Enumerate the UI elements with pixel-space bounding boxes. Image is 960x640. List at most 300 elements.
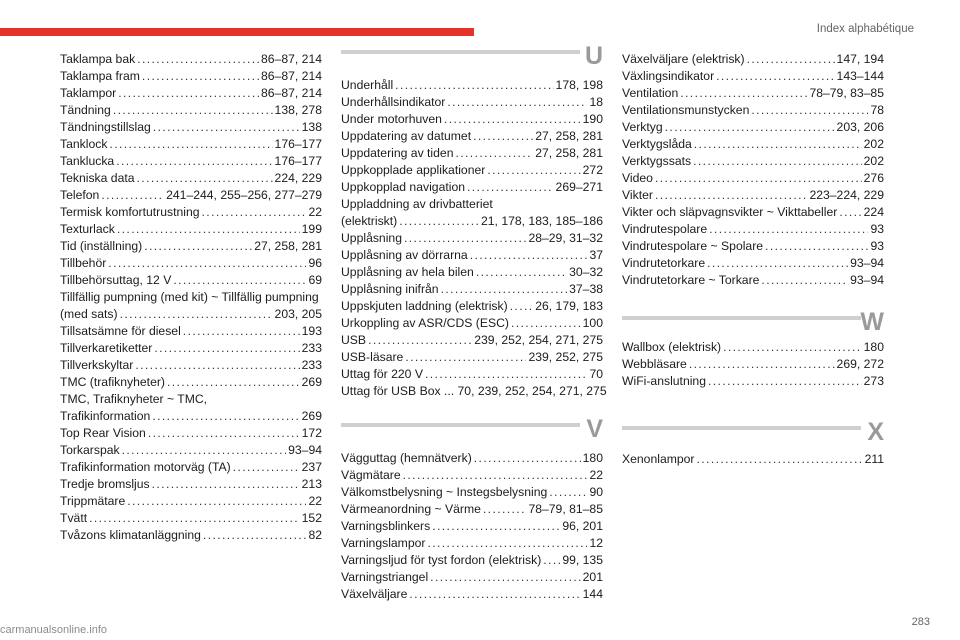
index-entry-term: Välkomstbelysning ~ Instegsbelysning [341, 485, 548, 499]
index-entry [341, 128, 603, 145]
index-entry-term: Trippmätare [60, 494, 126, 508]
index-entry [60, 340, 322, 357]
leader-dots [723, 339, 862, 356]
leader-dots [152, 408, 299, 425]
index-entry-pages: 70 [589, 367, 603, 381]
index-entry-term: Tillbehör [60, 256, 107, 270]
leader-dots [173, 272, 306, 289]
index-entry-term: Trafikinformation [60, 409, 151, 423]
leader-dots [142, 68, 259, 85]
index-entry-pages: 96, 201 [562, 519, 603, 533]
index-entry-term: Tanklucka [60, 154, 115, 168]
leader-dots [549, 484, 587, 501]
index-entry-term: Telefon [60, 188, 100, 202]
page-header-title: Index alphabétique [816, 23, 914, 35]
leader-dots [233, 459, 300, 476]
index-entry [60, 136, 322, 153]
index-entry-term: Taklampor [60, 86, 117, 100]
leader-dots [183, 323, 300, 340]
section-letter: W [860, 308, 884, 336]
index-entry-term: Tredje bromsljus [60, 477, 150, 491]
index-entry-pages: 18 [589, 95, 603, 109]
index-entry-pages: 273 [863, 374, 884, 388]
index-entry-term: (elektriskt) [341, 214, 398, 228]
index-entry [60, 68, 322, 85]
index-entry-pages: 96 [308, 256, 322, 270]
leader-dots [127, 493, 306, 510]
index-entry-term: Tillverkskyltar [60, 358, 134, 372]
leader-dots: ... [440, 384, 458, 398]
leader-dots [144, 238, 252, 255]
leader-dots [716, 68, 834, 85]
leader-dots [167, 374, 300, 391]
index-entry [60, 272, 322, 289]
leader-dots [483, 501, 527, 518]
index-entry-term: Uppkopplade applikationer [341, 163, 486, 177]
leader-dots [148, 425, 300, 442]
index-entry-pages: 276 [863, 171, 884, 185]
index-entry-pages: 241–244, 255–256, 277–279 [166, 188, 322, 202]
index-entry-pages: 27, 258, 281 [254, 239, 322, 253]
index-entry-pages: 147, 194 [836, 52, 884, 66]
index-entry [622, 187, 884, 204]
leader-dots [709, 221, 868, 238]
index-entry [60, 119, 322, 136]
index-entry [60, 476, 322, 493]
index-entry-pages: 239, 252, 254, 271, 275 [474, 333, 603, 347]
leader-dots [543, 552, 560, 569]
index-entry-pages: 12 [589, 536, 603, 550]
index-entry [60, 102, 322, 119]
leader-dots [120, 306, 273, 323]
index-entry [60, 374, 322, 391]
index-entry-term: Ventilationsmunstycken [622, 103, 750, 117]
index-entry [341, 450, 603, 467]
index-entry-term: Uppdatering av tiden [341, 146, 454, 160]
index-entry [341, 162, 603, 179]
index-entry-pages: 138 [301, 120, 322, 134]
leader-dots [708, 373, 862, 390]
header-accent-bar [0, 28, 474, 36]
leader-dots [476, 264, 567, 281]
index-entry-term: TMC (trafiknyheter) [60, 375, 165, 389]
index-entry-term: Uttag för 220 V [341, 367, 423, 381]
index-entry-term: Upplåsning av dörrarna [341, 248, 468, 262]
index-entry-pages: 78–79, 83–85 [809, 86, 884, 100]
index-entry-pages: 193 [301, 324, 322, 338]
index-entry [341, 552, 603, 569]
leader-dots [202, 204, 307, 221]
index-entry-pages: 144 [582, 587, 603, 601]
index-entry-term: Termisk komfortutrustning [60, 205, 200, 219]
leader-dots [432, 518, 560, 535]
leader-dots [153, 119, 300, 136]
index-entry-pages: 100 [582, 316, 603, 330]
leader-dots [395, 77, 553, 94]
index-entry-term: WiFi-anslutning [622, 374, 706, 388]
index-entry-pages: 203, 206 [836, 120, 884, 134]
page-number: 283 [911, 616, 930, 628]
index-entry [622, 238, 884, 255]
index-entry-term: Vägguttag (hemnätverk) [341, 451, 472, 465]
leader-dots [154, 340, 299, 357]
index-entry [341, 518, 603, 535]
index-entry-term: Video [622, 171, 653, 185]
section-rule [622, 316, 861, 320]
index-entry-pages: 27, 258, 281 [535, 146, 603, 160]
index-entry [60, 527, 322, 544]
index-entry-term: Upplåsning av hela bilen [341, 265, 474, 279]
index-entry-term: Taklampa bak [60, 52, 136, 66]
index-entry-term: Vägmätare [341, 468, 401, 482]
index-entry-pages: 143–144 [836, 69, 884, 83]
index-entry-term: Urkoppling av ASR/CDS (ESC) [341, 316, 509, 330]
index-entry-pages: 201 [582, 570, 603, 584]
index-entry-pages: 269 [301, 409, 322, 423]
index-entry [341, 501, 603, 518]
index-entry [622, 119, 884, 136]
index-entry-term: Tändning [60, 103, 111, 117]
index-entry [60, 51, 322, 68]
index-entry-pages: 78–79, 81–85 [528, 502, 603, 516]
index-entry-term: Underhållsindikator [341, 95, 446, 109]
index-entry-pages: 93–94 [288, 443, 322, 457]
index-entry-pages: 93–94 [850, 273, 884, 287]
leader-dots [368, 332, 472, 349]
index-entry [341, 94, 603, 111]
leader-dots [108, 255, 306, 272]
index-entry [341, 366, 603, 383]
leader-dots [101, 187, 164, 204]
index-entry-term: Uppdatering av datumet [341, 129, 472, 143]
index-entry-pages: 138, 278 [274, 103, 322, 117]
index-entry [60, 493, 322, 510]
index-entry [341, 349, 603, 366]
index-entry-term: Tid (inställning) [60, 239, 143, 253]
index-entry [341, 535, 603, 552]
leader-dots [839, 204, 861, 221]
index-entry [341, 281, 603, 298]
index-entry-pages: 269 [301, 375, 322, 389]
index-entry-term: Wallbox (elektrisk) [622, 340, 722, 354]
leader-dots [109, 136, 272, 153]
index-entry [622, 204, 884, 221]
index-entry-term: Tillbehörsuttag, 12 V [60, 273, 172, 287]
index-entry [622, 170, 884, 187]
index-entry-term: Vikter [622, 188, 653, 202]
index-entry [60, 187, 322, 204]
leader-dots [409, 586, 580, 603]
index-entry-pages: 203, 205 [274, 307, 322, 321]
index-entry-pages: 233 [301, 341, 322, 355]
index-entry [341, 569, 603, 586]
index-entry-term: Tillverkaretiketter [60, 341, 153, 355]
index-entry-pages: 86–87, 214 [261, 69, 322, 83]
index-entry-term: Vindrutetorkare ~ Torkare [622, 273, 760, 287]
leader-dots [487, 162, 580, 179]
index-entry-pages: 37–38 [569, 282, 603, 296]
index-entry-term: Upplåsning [341, 231, 402, 245]
section-letter: X [867, 418, 884, 446]
index-entry-pages: 99, 135 [562, 553, 603, 567]
index-entry-term-line: TMC, Trafiknyheter ~ TMC, [60, 392, 208, 406]
index-entry-pages: 239, 252, 275 [528, 350, 603, 364]
leader-dots [403, 467, 588, 484]
leader-dots [761, 272, 848, 289]
section-rule [622, 426, 861, 430]
leader-dots [135, 357, 299, 374]
index-entry-term: Värmeanordning ~ Värme [341, 502, 481, 516]
index-entry-pages: 190 [582, 112, 603, 126]
index-entry [341, 298, 603, 315]
index-entry [622, 272, 884, 289]
section-rule [341, 50, 580, 54]
index-entry [622, 221, 884, 238]
leader-dots [665, 119, 835, 136]
index-entry-term: Uttag för USB Box [341, 384, 441, 398]
index-entry-pages: 172 [301, 426, 322, 440]
leader-dots [680, 85, 807, 102]
index-entry [60, 442, 322, 459]
index-entry-pages: 176–177 [274, 154, 322, 168]
index-entry [60, 221, 322, 238]
index-entry [60, 357, 322, 374]
index-entry-pages: 180 [582, 451, 603, 465]
leader-dots [689, 356, 835, 373]
index-entry-pages: 272 [582, 163, 603, 177]
index-entry [341, 247, 603, 264]
index-entry [341, 484, 603, 501]
index-entry-term: Tillsatsämne för diesel [60, 324, 181, 338]
index-entry [60, 170, 322, 187]
leader-dots [137, 170, 273, 187]
index-entry [622, 153, 884, 170]
index-entry-term: Tvätt [60, 511, 88, 525]
index-entry-pages: 22 [308, 494, 322, 508]
leader-dots [425, 366, 587, 383]
index-entry-pages: 211 [864, 452, 884, 466]
index-entry [622, 85, 884, 102]
index-entry-pages: 93 [870, 239, 884, 253]
leader-dots [399, 213, 479, 230]
leader-dots [467, 179, 554, 196]
leader-dots [122, 442, 287, 459]
index-entry [60, 85, 322, 102]
index-entry [60, 391, 322, 425]
index-entry-pages: 30–32 [569, 265, 603, 279]
index-entry-term: Växelväljare (elektrisk) [622, 52, 745, 66]
index-entry-pages: 93 [870, 222, 884, 236]
index-entry-term: Varningslampor [341, 536, 426, 550]
index-entry-pages: 152 [301, 511, 322, 525]
index-entry [60, 459, 322, 476]
index-entry-pages: 70, 239, 252, 254, 271, 275 [457, 384, 607, 398]
index-entry-term: Tekniska data [60, 171, 135, 185]
index-entry-term: Växlingsindikator [622, 69, 715, 83]
leader-dots [511, 315, 581, 332]
leader-dots [751, 102, 868, 119]
index-entry-pages: 213 [301, 477, 322, 491]
index-entry-pages: 78 [870, 103, 884, 117]
leader-dots [707, 255, 848, 272]
index-entry [341, 179, 603, 196]
index-entry [622, 102, 884, 119]
index-entry-pages: 237 [301, 460, 322, 474]
index-entry-pages: 224, 229 [274, 171, 322, 185]
section-rule [341, 423, 580, 427]
index-entry-pages: 202 [863, 154, 884, 168]
index-entry-term: Texturlack [60, 222, 115, 236]
section-letter: U [584, 42, 603, 70]
index-entry-term: Varningsblinkers [341, 519, 431, 533]
index-entry-term: Underhåll [341, 78, 394, 92]
index-entry-pages: 269, 272 [836, 357, 884, 371]
index-entry-term: Upplåsning inifrån [341, 282, 439, 296]
index-entry-pages: 28–29, 31–32 [528, 231, 603, 245]
index-entry-pages: 86–87, 214 [261, 86, 322, 100]
leader-dots [470, 247, 588, 264]
index-entry [622, 451, 884, 468]
index-entry [60, 255, 322, 272]
index-entry-pages: 269–271 [555, 180, 603, 194]
index-entry-term: Tändningstillslag [60, 120, 151, 134]
index-entry-term: Vindrutespolare ~ Spolare [622, 239, 764, 253]
leader-dots [510, 298, 534, 315]
leader-dots [455, 145, 533, 162]
index-entry [622, 51, 884, 68]
leader-dots [404, 230, 526, 247]
index-entry-pages: 69 [308, 273, 322, 287]
leader-dots [405, 349, 526, 366]
index-entry [60, 289, 322, 323]
index-entry-term: Varningstriangel [341, 570, 429, 584]
index-entry [341, 467, 603, 484]
leader-dots [118, 85, 259, 102]
index-entry [341, 586, 603, 603]
index-entry-term: USB [341, 333, 367, 347]
index-entry-pages: 93–94 [850, 256, 884, 270]
index-entry [60, 323, 322, 340]
index-entry-term: Verktygslåda [622, 137, 692, 151]
index-entry [622, 356, 884, 373]
index-entry [622, 339, 884, 356]
index-entry-term: Vikter och släpvagnsvikter ~ Vikttabeller [622, 205, 838, 219]
index-entry-term: Verktygssats [622, 154, 692, 168]
index-entry-term: Varningsljud för tyst fordon (elektrisk) [341, 553, 542, 567]
index-entry [60, 204, 322, 221]
index-entry-term: USB-läsare [341, 350, 404, 364]
index-entry-pages: 90 [589, 485, 603, 499]
leader-dots [655, 170, 862, 187]
leader-dots [113, 102, 273, 119]
leader-dots [137, 51, 259, 68]
leader-dots [430, 569, 580, 586]
index-entry-pages: 178, 198 [555, 78, 603, 92]
index-entry-term: Tvåzons klimatanläggning [60, 528, 201, 542]
leader-dots [441, 281, 568, 298]
index-entry-term: Under motorhuven [341, 112, 442, 126]
index-entry-pages: 27, 258, 281 [535, 129, 603, 143]
index-entry-term: Växelväljare [341, 587, 408, 601]
index-entry-term: Webbläsare [622, 357, 687, 371]
index-entry-pages: 86–87, 214 [261, 52, 322, 66]
index-entry-pages: 224 [863, 205, 884, 219]
index-entry [622, 255, 884, 272]
leader-dots [655, 187, 808, 204]
leader-dots [427, 535, 587, 552]
index-entry-pages: 176–177 [274, 137, 322, 151]
index-entry-pages: 21, 178, 183, 185–186 [481, 214, 603, 228]
index-entry [60, 238, 322, 255]
leader-dots [693, 153, 862, 170]
index-entry [341, 332, 603, 349]
leader-dots [697, 451, 863, 468]
leader-dots [152, 476, 300, 493]
leader-dots [89, 510, 300, 527]
index-entry [341, 230, 603, 247]
index-entry-term-line: Tillfällig pumpning (med kit) ~ Tillfällig pumpning [60, 290, 319, 304]
index-entry-pages: 22 [589, 468, 603, 482]
index-entry-term: Uppkopplad navigation [341, 180, 465, 194]
index-entry-term: (med sats) [60, 307, 118, 321]
index-entry-term: Vindrutespolare [622, 222, 708, 236]
index-entry [341, 145, 603, 162]
leader-dots [694, 136, 862, 153]
index-entry-pages: 199 [301, 222, 322, 236]
index-entry-term: Xenonlampor [622, 452, 695, 466]
index-entry-term: Verktyg [622, 120, 663, 134]
index-entry [622, 68, 884, 85]
index-entry [60, 425, 322, 442]
index-entry-term: Torkarspak [60, 443, 120, 457]
index-entry-pages: 233 [301, 358, 322, 372]
index-entry-pages: 22 [308, 205, 322, 219]
index-entry [341, 264, 603, 281]
index-entry-pages: 202 [863, 137, 884, 151]
index-entry [341, 111, 603, 128]
index-entry [60, 510, 322, 527]
index-entry [60, 153, 322, 170]
leader-dots [444, 111, 581, 128]
index-entry-pages: 26, 179, 183 [535, 299, 603, 313]
index-entry [341, 315, 603, 332]
index-entry-pages: 180 [863, 340, 884, 354]
index-entry-term: Uppskjuten laddning (elektrisk) [341, 299, 508, 313]
leader-dots [473, 128, 533, 145]
index-entry-term: Taklampa fram [60, 69, 140, 83]
leader-dots [117, 221, 300, 238]
index-entry [341, 383, 607, 400]
index-entry [341, 196, 603, 230]
leader-dots [474, 450, 581, 467]
index-entry-pages: 82 [308, 528, 322, 542]
index-entry-term: Top Rear Vision [60, 426, 146, 440]
index-entry [341, 77, 603, 94]
index-entry [622, 373, 884, 390]
leader-dots [447, 94, 587, 111]
index-entry-term-line: Uppladdning av drivbatteriet [341, 197, 493, 211]
index-entry-term: Vindrutetorkare [622, 256, 706, 270]
index-entry-term: Trafikinformation motorväg (TA) [60, 460, 231, 474]
leader-dots [203, 527, 307, 544]
section-letter: V [586, 415, 603, 443]
footer-watermark: carmanualsonline.info [0, 624, 108, 636]
leader-dots [747, 51, 835, 68]
index-entry-pages: 223–224, 229 [809, 188, 884, 202]
leader-dots [765, 238, 868, 255]
index-entry-term: Ventilation [622, 86, 679, 100]
leader-dots [116, 153, 272, 170]
